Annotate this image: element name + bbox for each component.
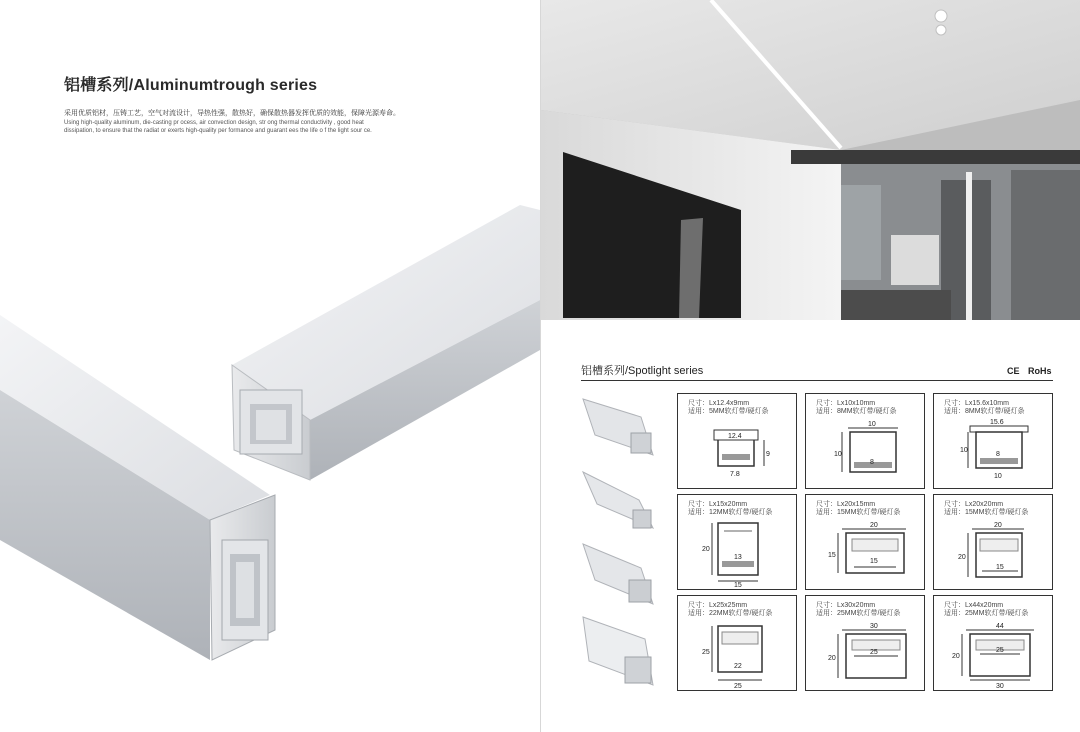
dim-base: 30 bbox=[996, 683, 1004, 690]
dim-inner: 22 bbox=[734, 663, 742, 670]
profile-diagram bbox=[806, 394, 924, 488]
product-thumbnail-3 bbox=[581, 542, 655, 606]
spec-card-30x20 bbox=[805, 595, 925, 691]
dim-width: 30 bbox=[870, 623, 878, 630]
dim-base: 10 bbox=[994, 473, 1002, 480]
dim-width: 44 bbox=[996, 623, 1004, 630]
interior-photo bbox=[541, 0, 1080, 320]
spotlight-series-title: 铝槽系列/Spotlight series bbox=[581, 365, 704, 377]
dim-inner: 7.8 bbox=[730, 471, 740, 478]
dim-width: 20 bbox=[870, 522, 878, 529]
spec-size: 尺寸：Lx12.4x9mm bbox=[688, 400, 750, 407]
profile-diagram bbox=[678, 394, 796, 488]
spec-size: 尺寸：Lx20x15mm bbox=[816, 501, 876, 508]
ce-mark: CE bbox=[1007, 366, 1020, 376]
dim-width: 12.4 bbox=[728, 433, 742, 440]
spec-usage: 适用：8MM软灯带/硬灯条 bbox=[816, 408, 897, 415]
spec-size: 尺寸：Lx44x20mm bbox=[944, 602, 1004, 609]
spec-card-44x20 bbox=[933, 595, 1053, 691]
dim-inner: 15 bbox=[870, 558, 878, 565]
dim-inner: 13 bbox=[734, 554, 742, 561]
product-thumbnail-2 bbox=[581, 470, 655, 532]
spec-usage: 适用：12MM软灯带/硬灯条 bbox=[688, 509, 773, 516]
right-page bbox=[541, 0, 1080, 732]
spec-size: 尺寸：Lx25x25mm bbox=[688, 602, 748, 609]
spec-size: 尺寸：Lx15.6x10mm bbox=[944, 400, 1009, 407]
description-english-line-1: Using high-quality aluminum, die-casting pr ocess, air convection design, str ong thermal conductivity , good heat bbox=[64, 120, 364, 126]
spec-usage: 适用：25MM软灯带/硬灯条 bbox=[816, 610, 901, 617]
spec-size: 尺寸：Lx10x10mm bbox=[816, 400, 876, 407]
profile-diagram bbox=[678, 596, 796, 690]
dim-inner: 8 bbox=[870, 459, 874, 466]
spec-card-25x25 bbox=[677, 595, 797, 691]
dim-height: 25 bbox=[702, 649, 710, 656]
profile-diagram bbox=[806, 596, 924, 690]
spec-usage: 适用：8MM软灯带/硬灯条 bbox=[944, 408, 1025, 415]
spec-size: 尺寸：Lx15x20mm bbox=[688, 501, 748, 508]
rohs-mark: RoHs bbox=[1028, 366, 1052, 376]
dim-height: 9 bbox=[766, 451, 770, 458]
dim-width: 15.6 bbox=[990, 419, 1004, 426]
dim-height: 10 bbox=[834, 451, 842, 458]
aluminum-profile-illustration bbox=[0, 160, 540, 680]
dim-width: 25 bbox=[734, 683, 742, 690]
title-underline bbox=[581, 380, 1053, 381]
dim-width: 20 bbox=[994, 522, 1002, 529]
dim-inner: 25 bbox=[870, 649, 878, 656]
description-english-line-2: dissipation, to ensure that the radiat or exerts high-quality per formance and guarant ees the life o f the light sour ce. bbox=[64, 128, 372, 134]
spec-usage: 适用：5MM软灯带/硬灯条 bbox=[688, 408, 769, 415]
dim-height: 20 bbox=[952, 653, 960, 660]
profile-back bbox=[232, 205, 540, 480]
certification-marks bbox=[1001, 366, 1052, 376]
dim-height: 20 bbox=[958, 554, 966, 561]
dim-width: 15 bbox=[734, 582, 742, 589]
spec-usage: 适用：15MM软灯带/硬灯条 bbox=[944, 509, 1029, 516]
profile-diagram bbox=[934, 394, 1052, 488]
aluminum-trough-title: 铝槽系列/Aluminumtrough series bbox=[64, 77, 318, 94]
dim-height: 20 bbox=[702, 546, 710, 553]
spec-card-15x20 bbox=[677, 494, 797, 590]
spec-usage: 适用：15MM软灯带/硬灯条 bbox=[816, 509, 901, 516]
dim-height: 20 bbox=[828, 655, 836, 662]
profile-diagram bbox=[806, 495, 924, 589]
dim-width: 10 bbox=[868, 421, 876, 428]
spec-card-20x15 bbox=[805, 494, 925, 590]
spec-card-20x20 bbox=[933, 494, 1053, 590]
spec-usage: 适用：22MM软灯带/硬灯条 bbox=[688, 610, 773, 617]
product-thumbnail-4 bbox=[581, 615, 655, 687]
dim-height: 10 bbox=[960, 447, 968, 454]
dim-inner: 8 bbox=[996, 451, 1000, 458]
spec-size: 尺寸：Lx30x20mm bbox=[816, 602, 876, 609]
dim-inner: 25 bbox=[996, 647, 1004, 654]
spec-size: 尺寸：Lx20x20mm bbox=[944, 501, 1004, 508]
product-thumbnail-1 bbox=[581, 395, 655, 457]
description-chinese: 采用优质铝材，压铸工艺，空气对流设计，导热性强，散热好，确保散热器发挥优质的效能，保障光源寿命。 bbox=[64, 110, 400, 117]
dim-height: 15 bbox=[828, 552, 836, 559]
spec-usage: 适用：25MM软灯带/硬灯条 bbox=[944, 610, 1029, 617]
profile-diagram bbox=[934, 596, 1052, 690]
profile-diagram bbox=[934, 495, 1052, 589]
profile-diagram bbox=[678, 495, 796, 589]
spec-card-12x9 bbox=[677, 393, 797, 489]
dim-inner: 15 bbox=[996, 564, 1004, 571]
spec-card-15-6x10 bbox=[933, 393, 1053, 489]
spec-card-10x10 bbox=[805, 393, 925, 489]
